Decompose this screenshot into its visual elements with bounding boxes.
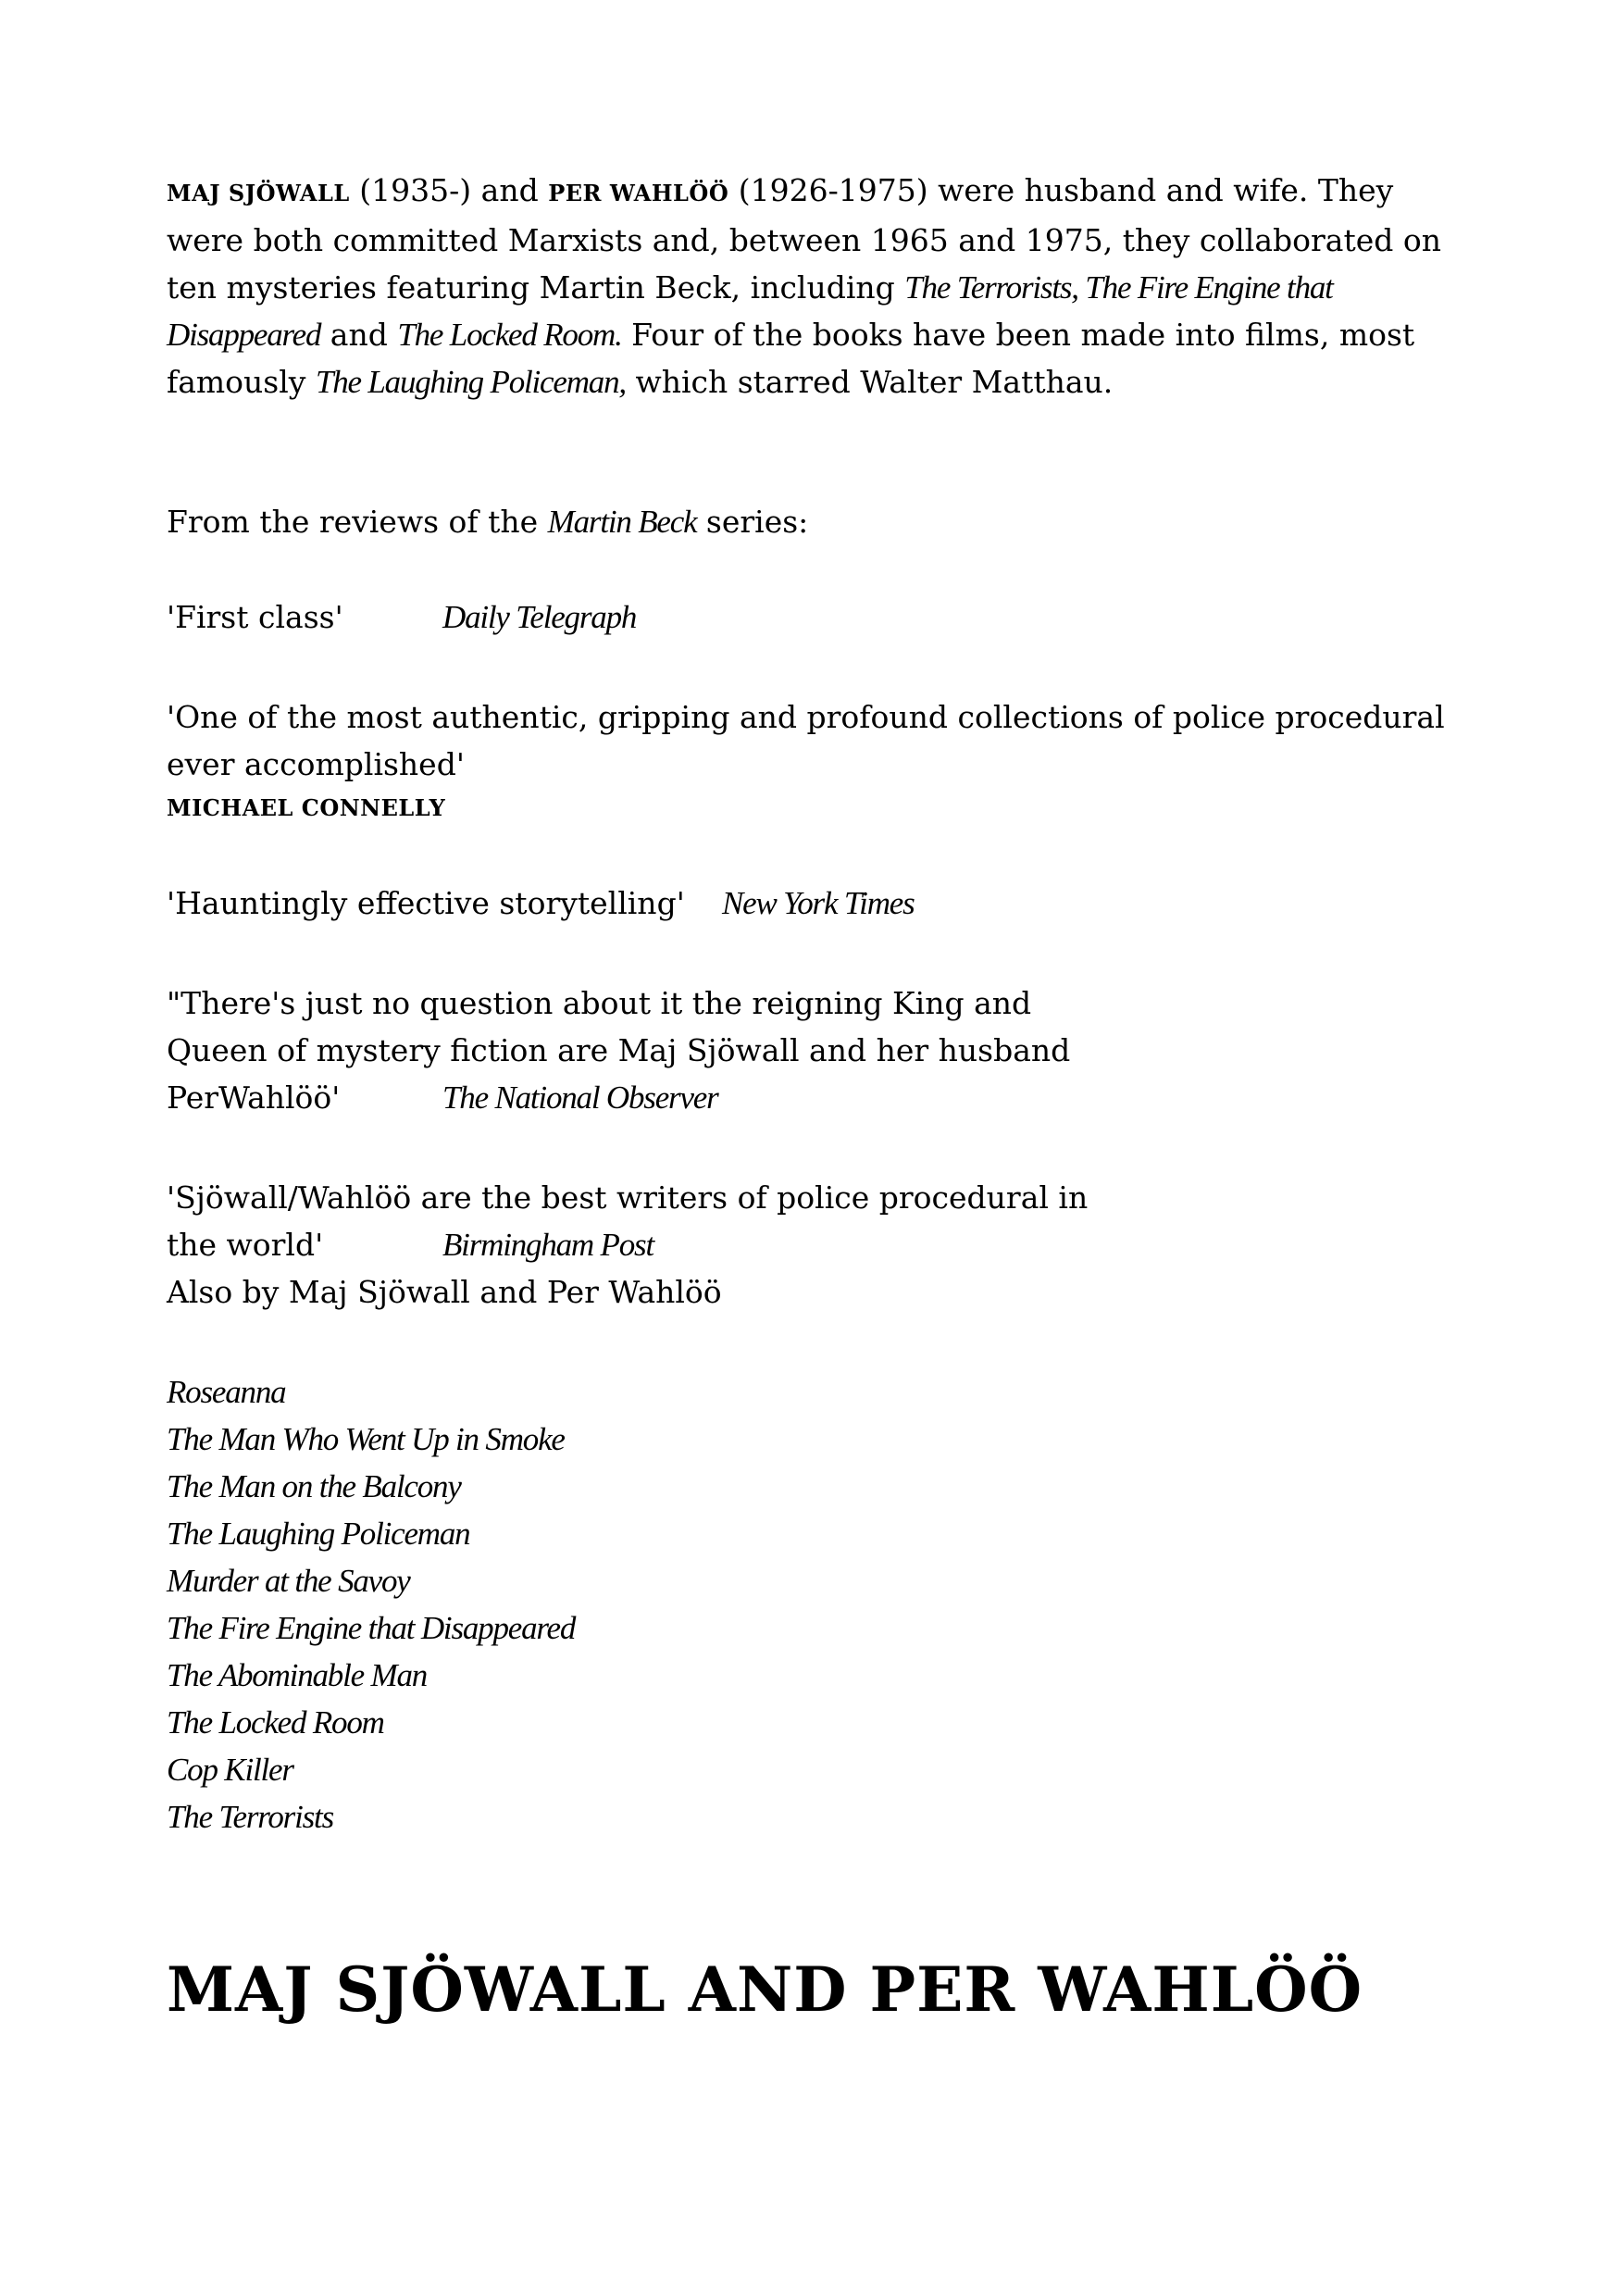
review-quote: 'Sjöwall/Wahlöö are the best writers of police procedural in xyxy=(167,1179,1089,1216)
book-title: The Locked Room. xyxy=(397,317,622,353)
bio-text: (1935-) and xyxy=(349,172,549,208)
books-list xyxy=(167,1368,1481,1841)
review-quote: 'Hauntingly effective storytelling' xyxy=(167,885,685,921)
book-title: The Terrorists, xyxy=(904,269,1078,306)
review-source: Birmingham Post xyxy=(442,1227,653,1263)
author-name-2: PER WAHLÖÖ xyxy=(548,180,729,206)
bio-text: ten mysteries featuring Martin Beck, including xyxy=(167,269,905,306)
review xyxy=(167,880,1481,927)
review xyxy=(167,1174,1481,1316)
review-quote: "There's just no question about it the reigning King and xyxy=(167,985,1032,1021)
book-title: The Laughing Policeman, xyxy=(315,364,626,400)
book-list-item: The Terrorists xyxy=(167,1799,333,1835)
bio-text: (1926-1975) were husband and wife. They xyxy=(728,172,1394,208)
review-quote: Queen of mystery fiction are Maj Sjöwall and her husband xyxy=(167,1032,1071,1068)
review-quote: 'First class' xyxy=(167,599,343,635)
book-list-item: The Laughing Policeman xyxy=(167,1516,470,1552)
book-list-item: The Man on the Balcony xyxy=(167,1468,461,1504)
review xyxy=(167,593,1481,641)
bio-text: and xyxy=(320,317,398,353)
book-list-item: The Fire Engine that Disappeared xyxy=(167,1610,576,1646)
review-quote: PerWahlöö' xyxy=(167,1079,341,1116)
review-source: Daily Telegraph xyxy=(442,599,637,635)
review-quote: ever accomplished' xyxy=(167,746,465,782)
bio-text: famously xyxy=(167,364,316,400)
reviews-intro-text: series: xyxy=(696,504,809,540)
author-bio xyxy=(167,167,1481,406)
also-by-heading: Also by Maj Sjöwall and Per Wahlöö xyxy=(167,1274,722,1310)
book-list-item: Murder at the Savoy xyxy=(167,1563,410,1599)
book-title: Disappeared xyxy=(167,317,321,353)
review-quote: the world' xyxy=(167,1227,324,1263)
author-name-1: MAJ SJÖWALL xyxy=(167,180,350,206)
reviews-intro-text: From the reviews of the xyxy=(167,504,548,540)
review-source: The National Observer xyxy=(442,1079,718,1116)
book-list-item: The Abominable Man xyxy=(167,1657,428,1693)
book-list-item: Cop Killer xyxy=(167,1752,293,1788)
page-title: MAJ SJÖWALL AND PER WAHLÖÖ xyxy=(167,1953,1363,2026)
book-list-item: The Locked Room xyxy=(167,1704,384,1741)
review-source: MICHAEL CONNELLY xyxy=(167,794,446,821)
book-title: The Fire Engine that xyxy=(1077,269,1333,306)
bio-text: which starred Walter Matthau. xyxy=(625,364,1114,400)
bio-text: were both committed Marxists and, between 1965 and 1975, they collaborated on xyxy=(167,222,1441,258)
review xyxy=(167,693,1481,827)
review-source: New York Times xyxy=(722,885,915,921)
review xyxy=(167,980,1481,1121)
bio-text: Four of the books have been made into films, most xyxy=(621,317,1415,353)
series-name: Martin Beck xyxy=(547,504,697,540)
page-content xyxy=(167,167,1481,1841)
book-list-item: The Man Who Went Up in Smoke xyxy=(167,1421,565,1457)
reviews-intro xyxy=(167,498,1481,545)
review-quote: 'One of the most authentic, gripping and profound collections of police procedural xyxy=(167,699,1445,735)
book-list-item: Roseanna xyxy=(167,1374,286,1410)
